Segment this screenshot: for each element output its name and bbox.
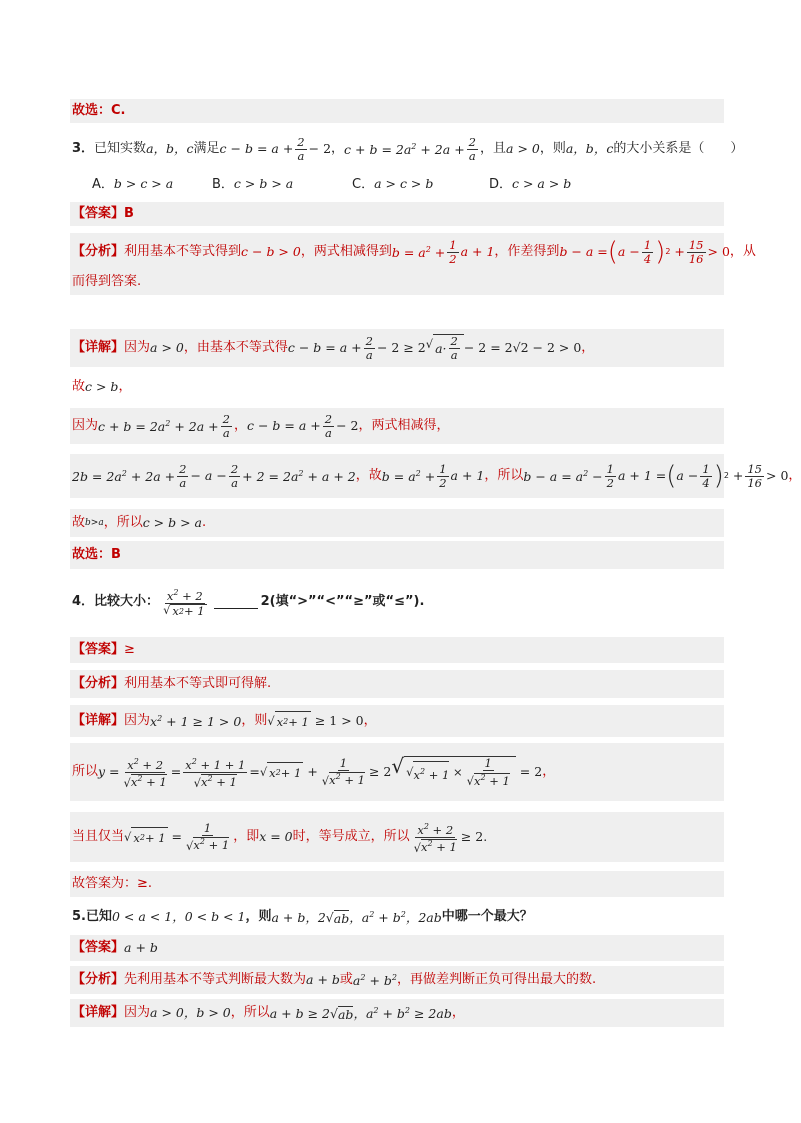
answer-label: 【答案】 [72, 940, 125, 955]
stem-text: ，则 [539, 141, 566, 156]
detail-text: 因为 [124, 1005, 151, 1020]
detail-text: 所以 [72, 764, 99, 779]
math-expr: c − b = a + [246, 418, 321, 433]
choose-label: 故选： [72, 103, 112, 118]
detail-text: 因为 [72, 418, 99, 433]
math-fraction: $\frac{2}{a}$ [179, 461, 187, 490]
math-expr: c > b > a [142, 515, 202, 530]
analysis-text: 利用基本不等式即可得解. [124, 676, 272, 691]
detail-text: ，所以 [484, 468, 524, 483]
math-expr: c − b = a + [287, 340, 362, 355]
question-number: 3． [72, 141, 95, 156]
q4-answer-line [70, 637, 724, 663]
math-fraction: $\frac{1}{2}$ [606, 461, 614, 490]
analysis-text: ，从 [729, 244, 756, 259]
q4-analysis [70, 670, 724, 698]
analysis-label: 【分析】 [72, 676, 125, 691]
math-expr: c − b > 0 [241, 244, 301, 259]
stem-text: 满足 [193, 141, 220, 156]
math-expr: − 2 [308, 141, 332, 156]
math-fraction: $\frac{2}{a}$ [222, 411, 230, 440]
math-fraction: $\frac{2}{a}$ [324, 411, 333, 440]
math-fraction: $\frac{x^2 + 1 + 1}{√x^2 + 1}$ [185, 756, 246, 790]
q4-detail-line-2: 所以 y = $\frac{x^2 + 2}{√x^2 + 1}$ = $\frac{x^2 + 1 + 1}{√x^2 + 1}$ = √ x 2 + 1 + $\frac{1}{√x^2 + 1}$ ≥ 2 √ √ $x^2 + 1$ × $\frac{1}{√x^2 + 1}$ = 2 ， [70, 743, 724, 801]
q3-detail-line-4: $2b = 2a^2 + 2a$ + $\frac{2}{a}$ − a − $\frac{2}{a}$ + $2 = 2a^2 + a + 2$ ，故 $b = a^2$ + $\frac{1}{2}$ a + 1 ，所以 $b - a = a^2$ − $\frac{1}{2}$ a + 1 = ( a − $\frac{1}{4}$ ) 2 + $\frac{15}{16}$ > 0 ， [70, 454, 724, 498]
q3-detail-line-5 [70, 509, 724, 537]
stem-text: ，则 [245, 909, 272, 924]
stem-text: 已知 [85, 909, 112, 924]
detail-text: ，则 [241, 713, 268, 728]
analysis-text: 或 [339, 972, 353, 987]
answer-label: 【答案】 [72, 206, 125, 221]
math-fraction: $\frac{1}{√x^2 + 1}$ [186, 820, 230, 853]
q4-detail-line-1: 【详解】 因为 $x^2 + 1 \ge 1 > 0$ ，则 √ x 2 + 1 ≥ 1 > 0 ， [70, 705, 724, 737]
detail-text: 故 [72, 379, 86, 394]
option-c: C．a > c > b [352, 175, 434, 192]
detail-label: 【详解】 [72, 1005, 125, 1020]
math-expr: c > b [85, 379, 119, 394]
math-expr: $c + b = 2a^2 + 2a$ + [98, 419, 219, 435]
math-fraction: $\frac{1}{2}$ [449, 237, 457, 266]
math-fraction: $x^2 + 2$ √ x 2 + 1 [163, 588, 205, 618]
math-fraction: $\frac{15}{16}$ [747, 461, 762, 490]
math-sqrt: √ x 2 + 1 [267, 711, 311, 732]
math-expr: $x^2 + 1 \ge 1 > 0$ [150, 714, 242, 730]
math-sqrt: √ √ $x^2 + 1$ × $\frac{1}{√x^2 + 1}$ [391, 756, 515, 788]
q4-detail-line-3: 当且仅当 √ x 2 + 1 = $\frac{1}{√x^2 + 1}$ ，即 x = 0 时，等号成立，所以 $\frac{x^2 + 2}{√x^2 + 1}$ ≥ 2. [70, 812, 724, 862]
stem-text: ，且 [480, 141, 507, 156]
question-3-options [70, 174, 724, 194]
math-fraction: $\frac{x^2 + 2}{√x^2 + 1}$ [123, 756, 167, 790]
detail-text: 因为 [124, 340, 151, 355]
math-fraction: $\frac{2}{a}$ [365, 333, 373, 362]
analysis-label: 【分析】 [72, 972, 125, 987]
answer-label: 【答案】 [72, 642, 125, 657]
stem-text: 的大小关系是（ ） [613, 141, 744, 156]
math-fraction: $\frac{1}{2}$ [439, 461, 447, 490]
answer-value: ≥ [124, 642, 135, 657]
detail-text: 时，等号成立，所以 [292, 829, 410, 844]
q4-final-line: 故答案为：≥. [70, 871, 724, 897]
q3-choose-line [70, 541, 724, 569]
detail-text: 当且仅当 [72, 829, 125, 844]
math-sqrt: √ x 2 + 1 [124, 827, 168, 848]
analysis-text: ，再做差判断正负可得出最大的数. [397, 972, 597, 987]
detail-text: ，故 [355, 468, 382, 483]
stem-vars: a，b，c [565, 141, 614, 156]
math-fraction: $\frac{15}{16}$ [688, 237, 704, 266]
math-sqrt: √ a· $\frac{2}{a}$ [426, 334, 464, 362]
choose-label: 故选： [72, 547, 112, 562]
math-fraction: $\frac{1}{4}$ [702, 461, 710, 490]
question-4-stem [70, 580, 724, 624]
detail-text: ，所以 [230, 1005, 270, 1020]
answer-blank [214, 596, 258, 609]
option-b: B．c > b > a [212, 175, 294, 192]
analysis-text: ，作差得到 [494, 244, 560, 259]
stem-text: ， [331, 141, 345, 156]
analysis-text: 而得到答案. [72, 274, 142, 289]
math-expr: b>a [85, 518, 104, 528]
detail-label: 【详解】 [72, 713, 125, 728]
q3-detail-line-1: 【详解】 因为 a > 0 ，由基本不等式得 c − b = a + $\frac{2}{a}$ − 2 ≥ 2 √ a· $\frac{2}{a}$ − 2 = 2√2 − 2 > 0 ， [70, 329, 724, 367]
q3-analysis: 【分析】 利用基本不等式得到 c − b > 0 ，两式相减得到 $b = a^2$ + $\frac{1}{2}$ a + 1 ，作差得到 b − a = ( a − $\frac{1}{4}$ ) 2 + $\frac{15}{16}$ > 0 ，从 而得到答案. [70, 233, 724, 295]
detail-text: ，即 [233, 829, 260, 844]
option-a: A．b > c > a [92, 175, 174, 192]
math-fraction: $\frac{2}{a}$ [230, 461, 239, 490]
math-expr: $b = a^2$ + [391, 245, 446, 261]
math-expr: c − b = a + [219, 141, 294, 156]
math-fraction: $\frac{2}{a}$ [297, 134, 305, 163]
detail-label: 【详解】 [72, 340, 125, 355]
q5-detail-line-1: 【详解】 因为 a > 0，b > 0 ，所以 a + b ≥ 2√ab，$a^2 + b^2 \ge 2ab$ ， [70, 999, 724, 1027]
math-expr: a + 1 [460, 244, 495, 259]
stem-text: 2(填“>”“<”“≥”或“≤”). [260, 594, 425, 609]
math-sqrt: √ x 2 + 1 [260, 762, 304, 783]
option-d: D．c > a > b [489, 175, 572, 192]
math-expr: − 2 ≥ 2 [376, 340, 426, 355]
answer-value: B [124, 206, 134, 221]
math-expr: a > 0 [506, 141, 540, 156]
detail-text: 因为 [124, 713, 151, 728]
choose-value: C. [111, 103, 126, 118]
math-fraction: $\frac{x^2 + 2}{√x^2 + 1}$ [413, 821, 457, 855]
detail-text: . [202, 515, 207, 530]
math-expr: $2b = 2a^2 + 2a$ + [72, 469, 176, 485]
math-expr: − 2 = 2√2 − 2 > 0 [463, 340, 582, 355]
q3-detail-line-2: 故 c > b ， [70, 376, 724, 398]
stem-vars: a，b，c [146, 141, 194, 156]
stem-text: 中哪一个最大？ [441, 909, 533, 924]
math-expr: b − a = [559, 244, 608, 259]
question-5-stem: 5. 已知 0 < a < 1，0 < b < 1 ，则 a + b，2√ab，$a^2 + b^2$，2ab 中哪一个最大？ [72, 909, 533, 926]
q3-detail-line-3: 因为 $c + b = 2a^2 + 2a$ + $\frac{2}{a}$ ， c − b = a + $\frac{2}{a}$ − 2 ，两式相减得， [70, 408, 724, 444]
analysis-text: 利用基本不等式得到 [124, 244, 242, 259]
question-number: 4． [72, 594, 95, 609]
q5-analysis: 【分析】 先利用基本不等式判断最大数为 a + b 或 $a^2 + b^2$ ，再做差判断正负可得出最大的数. [70, 966, 724, 994]
question-number: 5. [72, 909, 86, 924]
math-fraction: $\frac{1}{√x^2 + 1}$ [321, 755, 365, 788]
math-fraction: $\frac{1}{4}$ [643, 237, 652, 266]
detail-text: ，由基本不等式得 [183, 340, 288, 355]
detail-text: ，所以 [103, 515, 143, 530]
math-expr: a > 0 [150, 340, 184, 355]
analysis-label: 【分析】 [72, 244, 125, 259]
question-3-stem [70, 132, 744, 166]
prev-choose-line [70, 99, 724, 123]
math-expr: $c + b = 2a^2 + 2a$ + [344, 142, 465, 158]
answer-value: a + b [124, 940, 158, 955]
math-fraction: $\frac{2}{a}$ [468, 134, 476, 163]
math-expr: − 2 [336, 418, 359, 433]
analysis-text: 先利用基本不等式判断最大数为 [124, 972, 307, 987]
q3-answer-line [70, 202, 724, 226]
stem-text: 比较大小： [94, 594, 160, 609]
choose-value: B [111, 547, 121, 562]
stem-text: 已知实数 [94, 141, 147, 156]
q5-answer-line [70, 935, 724, 961]
detail-text: 故 [72, 515, 86, 530]
analysis-text: ，两式相减得到 [300, 244, 392, 259]
detail-text: ，两式相减得， [358, 418, 450, 433]
